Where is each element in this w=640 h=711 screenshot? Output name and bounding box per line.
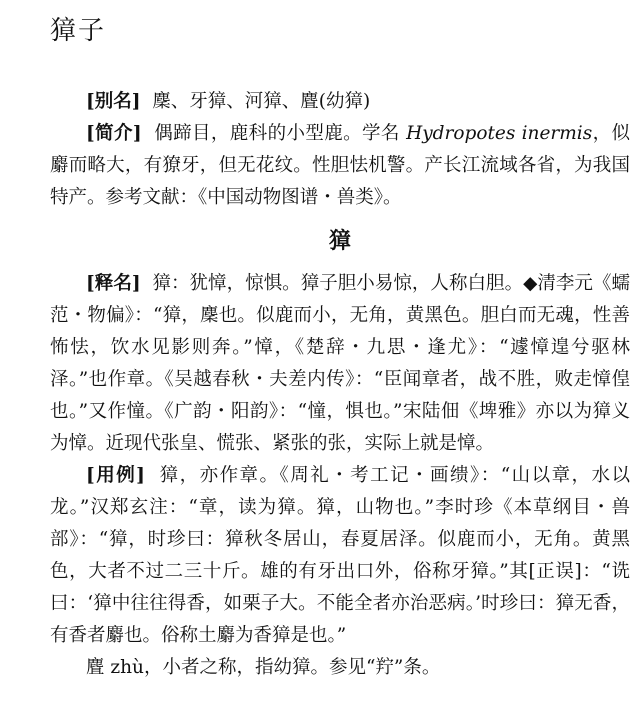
paragraph-bieming (50, 86, 630, 118)
text-jianjie-b: ，似麝而略大，有獠牙，但无花纹。性胆怯机警。产长江流域各省，为我国特产。参考文献：《中国动物图谱・兽类》。 (50, 123, 630, 208)
subheading: 獐 (328, 228, 351, 254)
text-yongli: 獐，亦作章。《周礼・考工记・画缋》：“山以章，水以龙。”汉郑玄注：“章，读为獐。獐，山物也。”李时珍《本草纲目・兽部》：“獐，时珍曰：獐秋冬居山，春夏居泽。似鹿而小，无角。黄黑色，大者不过二三十斤。雄的有牙出口外，俗称牙獐。”其[正误]：“诜曰：‘獐中往往得香，如栗子大。不能全者亦治恶病。’时珍曰：獐无香，有香者麝也。俗称土麝为香獐是也。” (50, 465, 630, 646)
label-yongli: [用例] (86, 465, 145, 486)
label-bieming: [别名] (86, 91, 141, 112)
text-shiming: 獐：犹慞，惊惧。獐子胆小易惊，人称白胆。◆清李元《蠕范・物偏》：“獐，麇也。似鹿而小，无角，黄黑色。胆白而无魂，性善怖怯，饮水见影则奔。”慞，《楚辞・九思・逢尤》：“遽慞遑兮驱林泽。”也作章。《吴越春秋・夫差内传》：“臣闻章者，战不胜，败走慞偟也。”又作憧。《广韵・阳韵》：“憧，惧也。”宋陆佃《埤雅》亦以为獐义为慞。近现代张皇、慌张、紧张的张，实际上就是慞。 (50, 273, 630, 454)
entry-body (50, 86, 630, 684)
label-jianjie: [简介] (86, 123, 142, 144)
text-jianjie-a: 偶蹄目，鹿科的小型鹿。学名 (154, 123, 400, 144)
text-bieming: 麇、牙獐、河獐、麆(幼獐) (152, 91, 371, 112)
text-zhu: 麆 zhù，小者之称，指幼獐。参见“羜”条。 (86, 657, 441, 678)
label-shiming: [释名] (86, 273, 141, 294)
latin-scientific-name: Hydropotes inermis (406, 123, 593, 144)
paragraph-yongli (50, 460, 630, 652)
paragraph-zhu (50, 652, 630, 684)
paragraph-shiming (50, 268, 630, 460)
entry-title: 獐子 (50, 16, 107, 46)
paragraph-jianjie (50, 118, 630, 214)
